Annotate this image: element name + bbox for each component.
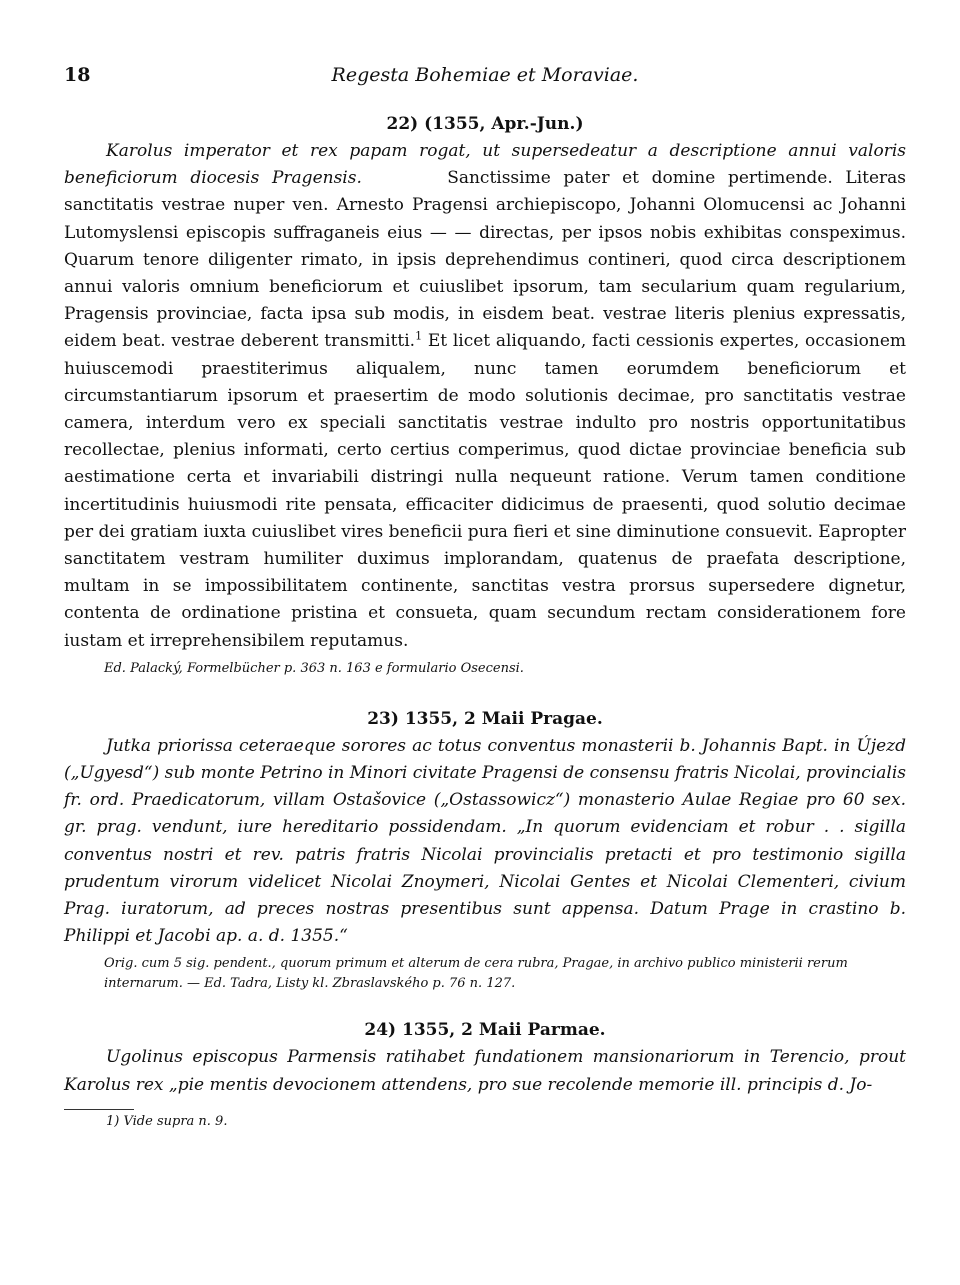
running-title: Regesta Bohemiae et Moraviae. [331,64,639,86]
footnote-text: Vide supra n. 9. [123,1113,228,1129]
page-header [64,62,906,92]
entry-23-summary: Jutka priorissa ceteraeque sorores ac totus conventus monasterii b. Johannis Bapt. in Újezd („Ugyesd“) sub monte Petrino in Minori civitate Pragensi de consensu fratris Nicolai, provincialis fr. ord. Praedicatorum, villam Ostašovice („Ostassowicz“) monasterio Aulae Regiae pro 60 sex. gr. prag. vendunt, iure hereditario possidendam. „In quorum evidenciam et robur . . sigilla conventus nostri et rev. patris fratris Nicolai provincialis pretacti et pro testimonio sigilla prudentum virorum videlicet Nicolai Znoymeri, Nicolai Gentes et Nicolai Clementeri, civium Prag. iuratorum, ad preces nostras presentibus sunt appensa. Datum Prage in crastino b. Philippi et Jacobi ap. a. d. 1355.“ [64,735,906,947]
entry-22-heading: 22) (1355, Apr.-Jun.) [386,114,584,134]
entry-24-heading: 24) 1355, 2 Maii Parmae. [364,1020,606,1041]
entry-22-text-a: Sanctissime pater et domine pertimende. Literas sanctitatis vestrae nuper ven. Arnesto Pragensi archiepiscopo, Johanni Olomucensi ac Johanni Lutomyslensi episcopis suffraganeis eius — — directas, per ipsos nobis exhibitas conspeximus. Quarum tenore diligenter rimato, in ipsis deprehendimus contineri, quod circa descriptionem annui valoris omnium beneficiorum et cuiuslibet ipsorum, tam secularium quam regularium, Pragensis provinciae, facta ipsa sub modis, in eisdem beat. vestrae literis plenius expressatis, eidem beat. vestrae deberent transmitti. [64,168,907,352]
footnote-divider [64,1109,134,1110]
entry-23-heading: 23) 1355, 2 Maii Pragae. [367,708,603,729]
entry-22-summary: Karolus imperator et rex papam rogat, ut supersedeatur a descriptione annui valoris beneficiorum diocesis Pragensis. [64,141,906,189]
page-number: 18 [64,64,91,86]
entry-22-text-b: Et licet aliquando, facti cessionis expertes, occasionem huiuscemodi praestiterimus aliqualem, nunc tamen eorumdem beneficiorum et circumstantiarum ipsorum et praesertim de modo solutionis decimae, pro sanctitatis vestrae camera, interdum vero ex speciali sanctitatis vestrae indulto pro nostris opportunitatibus recollectae, plenius informati, certo certius comperimus, quod dictae provinciae beneficia sub aestimatione certa et invariabili distringi nulla nequeunt ratione. Verum tamen conditione incertitudinis huiusmodi rite pensata, efficaciter didicimus de praesenti, quod solutio decimae per dei gratiam iuxta cuiuslibet vires beneficii pura fieri et sine diminutione consuevit. Eapropter sanctitatem vestram humiliter duximus implorandam, quatenus de praefata descriptione, multam in se impossibilitatem continente, sanctitas vestra prorsus supersedere dignetur, contenta de ordinatione pristina et consueta, quam secundum rectam considerationem fore iustam et irreprehensibilem reputamus. [64,331,906,651]
footnote-mark: 1) [106,1113,120,1129]
footnote [64,1114,906,1129]
footnote-reference: 1 [415,329,423,343]
entry-22-body [64,138,906,655]
entry-23-source: Orig. cum 5 sig. pendent., quorum primum et alterum de cera rubra, Pragae, in archivo publico ministerii rerum internarum. — Ed. Tadra, Listy kl. Zbraslavského p. 76 n. 127. [104,956,848,992]
entry-24-summary: Ugolinus episcopus Parmensis ratihabet fundationem mansionariorum in Terencio, prout Karolus rex „pie mentis devocionem attendens, pro sue recolende memorie ill. principis d. Jo- [64,1047,906,1095]
document-page [64,62,906,1129]
entry-22-source: Ed. Palacký, Formelbücher p. 363 n. 163 e formulario Osecensi. [104,660,524,676]
